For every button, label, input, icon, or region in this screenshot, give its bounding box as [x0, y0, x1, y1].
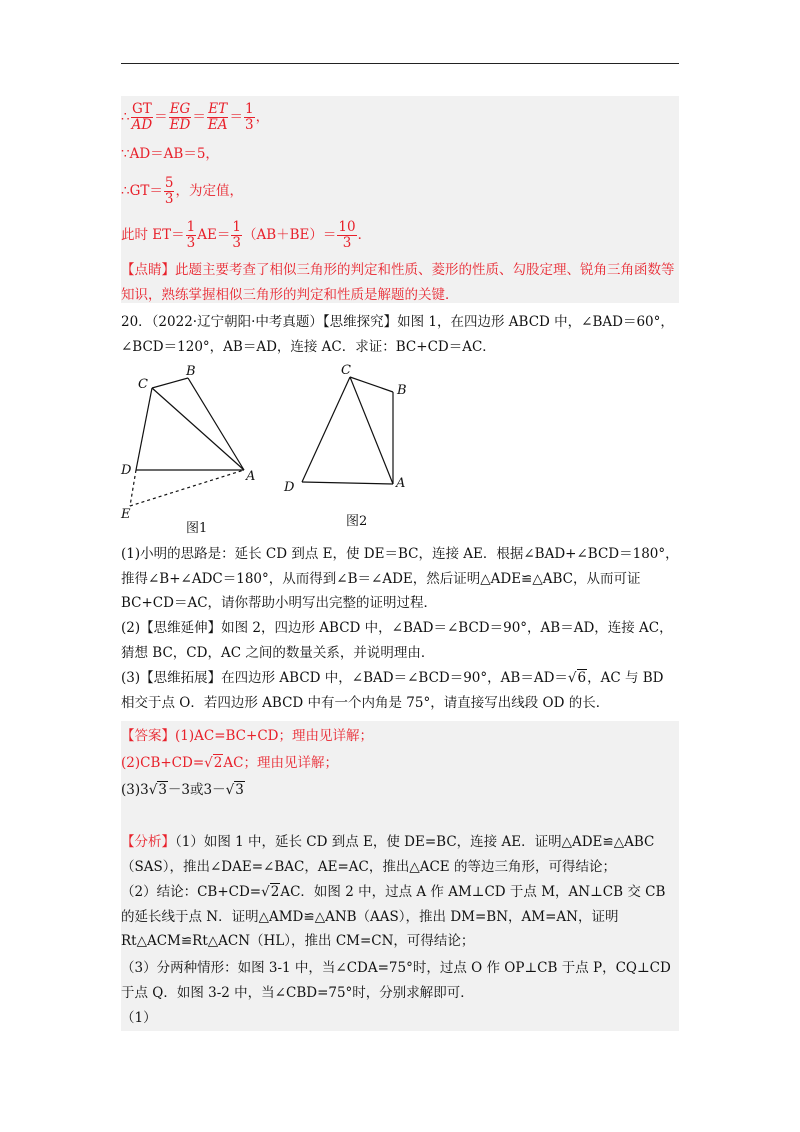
- analysis-2: （2）结论：CB+CD=√2AC．如图 2 中，过点 A 作 AM⊥CD 于点 M，AN⊥CB 交 CB 的延长线于点 N．证明△AMD≌△ANB（AAS），推出 DM=BN，AM=AN，证明 Rt△ACM≌Rt△ACN（HL），推出 CM=CN，可得结论；: [121, 884, 666, 949]
- answer-line-1: 【答案】(1)AC=BC+CD；理由见详解；: [121, 728, 373, 744]
- et-line: 此时 ET＝ $\frac{1}{3}$ AE＝ $\frac{1}{3}$ （AB＋BE）＝ $\frac{10}{3}$ ．: [121, 219, 372, 251]
- fig1-label-c: C: [138, 377, 148, 392]
- ratio-line: ∴ $\frac{GT}{AD}$ ＝ $\frac{EG}{ED}$ ＝ $\frac{ET}{EA}$ ＝ $\frac{1}{3}$ ，: [121, 101, 270, 133]
- figure-2: [302, 377, 393, 484]
- fig2-caption: 图2: [346, 514, 368, 529]
- fig1-caption: 图1: [186, 521, 208, 536]
- fig2-label-d: D: [284, 480, 295, 495]
- fig2-label-a: A: [396, 476, 406, 491]
- answer-label: 【答案】: [121, 728, 175, 744]
- problem-part-2: (2)【思维延伸】如图 2，四边形 ABCD 中，∠BAD＝∠BCD＝90°，AB＝AD，连接 AC，猜想 BC，CD，AC 之间的数量关系，并说明理由．: [121, 620, 673, 661]
- analysis-4: （1）: [121, 1010, 157, 1026]
- fig1-label-e: E: [121, 507, 131, 522]
- fig1-label-a: A: [246, 469, 256, 484]
- header-rule: [121, 63, 679, 64]
- comment-paragraph: 【点睛】此题主要考查了相似三角形的判定和性质、菱形的性质、勾股定理、锐角三角函数等知识，熟练掌握相似三角形的判定和性质是解题的关键．: [121, 262, 675, 303]
- problem-part-1: (1)小明的思路是：延长 CD 到点 E，使 DE＝BC，连接 AE．根据∠BAD+∠BCD＝180°，推得∠B+∠ADC＝180°，从而得到∠B＝∠ADE，然后证明△ADE≌△ABC，从而可证 BC+CD＝AC，请你帮助小明写出完整的证明过程．: [121, 546, 679, 611]
- analysis-1: 【分析】（1）如图 1 中，延长 CD 到点 E，使 DE=BC，连接 AE．证明△ADE≌△ABC（SAS），推出∠DAE=∠BAC，AE=AC，推出△ACE 的等边三角形，可得结论；: [121, 834, 655, 875]
- gt-line: ∴GT＝ $\frac{5}{3}$ ，为定值，: [121, 175, 243, 207]
- fig1-label-d: D: [121, 463, 132, 478]
- figure-1: [130, 378, 244, 506]
- problem-part-3: (3)【思维拓展】在四边形 ABCD 中，∠BAD＝∠BCD＝90°，AB＝AD＝√6，AC 与 BD 相交于点 O．若四边形 ABCD 中有一个内角是 75°，请直接写出线段 OD 的长．: [121, 670, 664, 711]
- analysis-3: （3）分两种情形：如图 3-1 中，当∠CDA=75°时，过点 O 作 OP⊥CB 于点 P，CQ⊥CD 于点 Q．如图 3-2 中，当∠CBD=75°时，分别求解即可．: [121, 960, 671, 1001]
- analysis-label: 【分析】: [121, 834, 175, 850]
- fig2-label-c: C: [341, 363, 351, 378]
- answer-line-3: (3)3√3－3或3－√3: [121, 782, 244, 798]
- problem-intro: 20．（2022·辽宁朝阳·中考真题）【思维探究】如图 1，在四边形 ABCD 中，∠BAD＝60°，∠BCD＝120°，AB＝AD，连接 AC．求证：BC+CD＝AC．: [121, 314, 674, 355]
- comment-label: 【点睛】: [121, 262, 175, 278]
- fig2-label-b: B: [397, 383, 407, 398]
- figures: [110, 358, 430, 538]
- fig1-label-b: B: [186, 364, 196, 379]
- given-line: ∵AD＝AB＝5，: [121, 146, 219, 162]
- answer-line-2: (2)CB+CD=√2AC；理由见详解；: [121, 755, 338, 771]
